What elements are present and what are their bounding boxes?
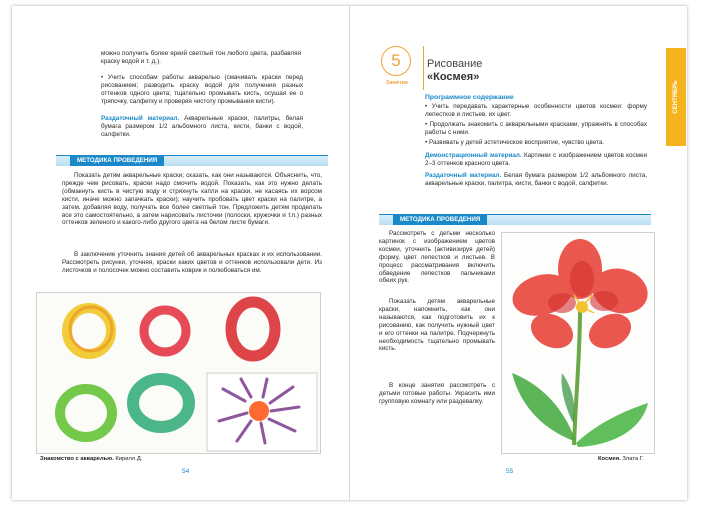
left-materials-label: Раздаточный материал. (101, 115, 180, 122)
right-body-2: Показать детям акварельные краски, напомнить, как они называются, как подготовить их к рисованию, как получить нужный цвет и его оттенки на палитре. Подчеркнуть необходимость тщательно промывать кисть. (379, 298, 495, 353)
watercolor-rings-drawing (37, 293, 320, 453)
left-materials-text: Акварельные краски, палитры, белая бумага размером 1/2 альбомного листа, кисти, банки с водой, салфетки. (101, 115, 303, 138)
month-side-tab-label: СЕНТЯБРЬ (673, 80, 679, 114)
left-caption-title: Знакомство с акварелью. (40, 456, 114, 462)
book-spread (12, 6, 687, 500)
left-method-title: МЕТОДИКА ПРОВЕДЕНИЯ (70, 156, 164, 166)
lesson-title-line1: Рисование (427, 58, 483, 70)
right-materials-label: Раздаточный материал. (425, 172, 502, 179)
left-method-bar (56, 155, 328, 166)
demo-material (425, 152, 647, 168)
program-item-1: • Учить передавать характерные особенности цветов космеи: форму лепестков и листьев, их цвет. (425, 103, 647, 118)
right-caption-title: Космея. (598, 456, 621, 462)
watercolor-rings-image (36, 292, 321, 454)
right-body-1: Рассмотреть с детьми несколько картинок с изображением цветов космеи, уточнить (активизируя детей) форму, цвет лепестков и листьев. В процесс рассматривания включить обведение лепестков пальчиками обеих рук. (379, 230, 495, 285)
left-para-2: • Учить способам работы акварелью (смачивать краски перед рисованием; разводить краску водой для получения разных оттенков одного цвета; тщательно промывать кисть, осушая ее о тряпочку, салфетку и проверяя чистоту промывания кисти). (101, 74, 303, 105)
cosmos-flower-drawing (502, 233, 654, 453)
left-caption (40, 456, 142, 462)
left-materials (101, 115, 303, 139)
right-caption-author: Злата Г. (620, 456, 644, 462)
book-gutter (349, 6, 350, 500)
demo-material-label: Демонстрационный материал. (425, 152, 522, 159)
left-body-1: Показать детям акварельные краски; сказать, как они называются. Объяснить, что, прежде чем рисовать, краски надо смочить водой. Показать, как это нужно делать (обмакнуть кисть в чистую воду и стряхнуть капли на краски, не касаясь их ворсом кисти, иначе можно запачкать краски); научить пробовать цвет краски на палитре, а затем, добавляя воду, получать все более светлый тон. Предложить детям проделать все это самостоятельно, а затем нарисовать листочки (полоски, кружочки и т.п.) разных оттенков зеленого и какого-либо другого цвета на белом листе бумаги. (62, 172, 322, 227)
left-page-number: 54 (182, 468, 190, 475)
left-caption-author: Кирилл Д. (113, 456, 143, 462)
right-method-bar (379, 214, 651, 225)
right-caption (598, 456, 644, 462)
lesson-number: 5 (381, 46, 411, 76)
right-method-title: МЕТОДИКА ПРОВЕДЕНИЯ (393, 215, 487, 225)
program-item-3: • Развивать у детей эстетическое восприятие, чувство цвета. (425, 139, 605, 146)
right-page-number: 55 (506, 468, 514, 475)
demo-material-text: Картинки с изображением цветов космеи 2–3 оттенков красного цвета. (425, 152, 647, 167)
cosmos-flower-image (501, 232, 655, 454)
right-body-3: В конце занятия рассмотреть с детьми готовые работы. Украсить ими групповую комнату или раздевалку. (379, 382, 495, 405)
left-para-1: можно получить более яркий светлый тон любого цвета, разбавляя краску водой и т. д.). (101, 50, 301, 65)
month-side-tab (666, 48, 686, 146)
right-materials-text: Белая бумага размером 1/2 альбомного листа, акварельные краски, палитра, кисти, банки с водой, салфетки. (425, 172, 647, 187)
left-body-2: В заключение уточнить знания детей об акварельных красках и их использовании. Рассмотреть рисунки, уточняя, краски каких цветов и оттенков использовали дети. Из листочков и полосочек можно составить коврик и полюбоваться им. (62, 251, 322, 274)
lesson-title-line2: «Космея» (427, 71, 480, 83)
program-title: Программное содержание (425, 94, 514, 101)
lesson-label: Занятие (385, 80, 409, 86)
program-item-2: • Продолжать знакомить с акварельными красками, упражнять в способах работы с ними. (425, 121, 647, 136)
title-divider (423, 46, 424, 90)
right-materials (425, 172, 647, 188)
lesson-badge (377, 46, 417, 94)
